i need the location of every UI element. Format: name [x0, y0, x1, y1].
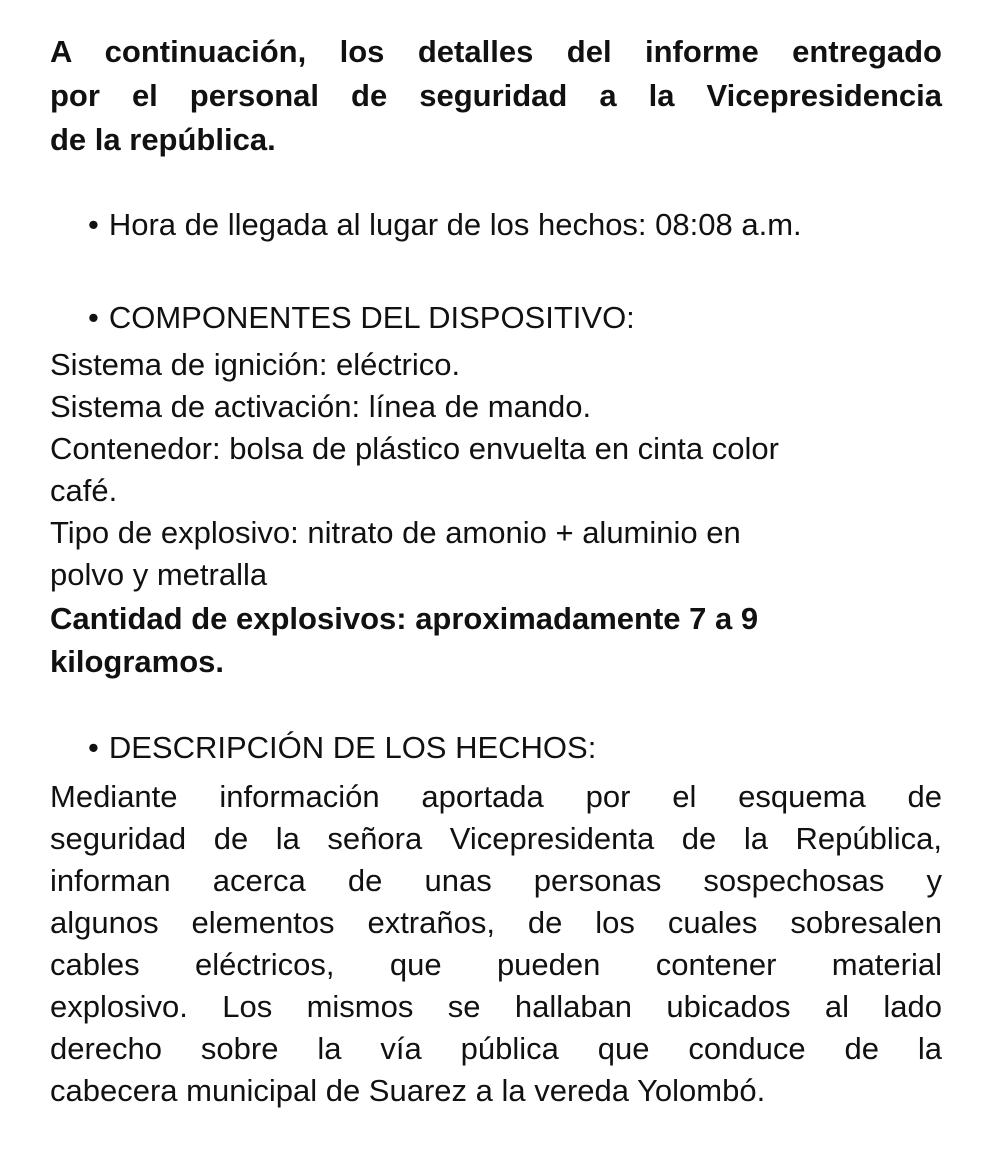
intro-paragraph — [50, 30, 942, 162]
quantity-line: kilogramos. — [50, 644, 224, 679]
bullet-icon: • — [88, 300, 99, 335]
description-line: seguridad de la señora Vicepresidenta de la República, — [50, 821, 942, 856]
description-line: derecho sobre la vía pública que conduce de la — [50, 1031, 942, 1066]
components-list — [50, 344, 942, 684]
bullet-icon: • — [88, 730, 99, 765]
description-paragraph — [50, 776, 942, 1112]
description-line: cables eléctricos, que pueden contener material — [50, 947, 942, 982]
description-bullet — [88, 727, 948, 769]
description-line: algunos elementos extraños, de los cuales sobresalen — [50, 905, 942, 940]
components-bullet — [88, 297, 948, 339]
description-heading: DESCRIPCIÓN DE LOS HECHOS: — [108, 730, 597, 765]
component-line: Contenedor: bolsa de plástico envuelta en cinta color — [50, 431, 779, 466]
component-line: café. — [50, 473, 118, 508]
description-line: cabecera municipal de Suarez a la vereda Yolombó. — [50, 1073, 766, 1108]
arrival-time-text: Hora de llegada al lugar de los hechos: 08:08 a.m. — [108, 207, 802, 242]
component-line: Tipo de explosivo: nitrato de amonio + aluminio en — [50, 515, 741, 550]
description-line: explosivo. Los mismos se hallaban ubicados al lado — [50, 989, 942, 1024]
component-line: Sistema de activación: línea de mando. — [50, 389, 592, 424]
intro-line: A continuación, los detalles del informe entregado — [50, 34, 942, 69]
quantity-line: Cantidad de explosivos: aproximadamente 7 a 9 — [50, 601, 759, 636]
description-line: Mediante información aportada por el esquema de — [50, 779, 942, 814]
intro-line: de la república. — [50, 122, 276, 157]
intro-line: por el personal de seguridad a la Vicepresidencia — [50, 78, 942, 113]
description-line: informan acerca de unas personas sospechosas y — [50, 863, 942, 898]
bullet-icon: • — [88, 207, 99, 242]
arrival-bullet — [88, 204, 948, 246]
component-line: Sistema de ignición: eléctrico. — [50, 347, 461, 382]
components-heading: COMPONENTES DEL DISPOSITIVO: — [108, 300, 635, 335]
component-line: polvo y metralla — [50, 557, 268, 592]
